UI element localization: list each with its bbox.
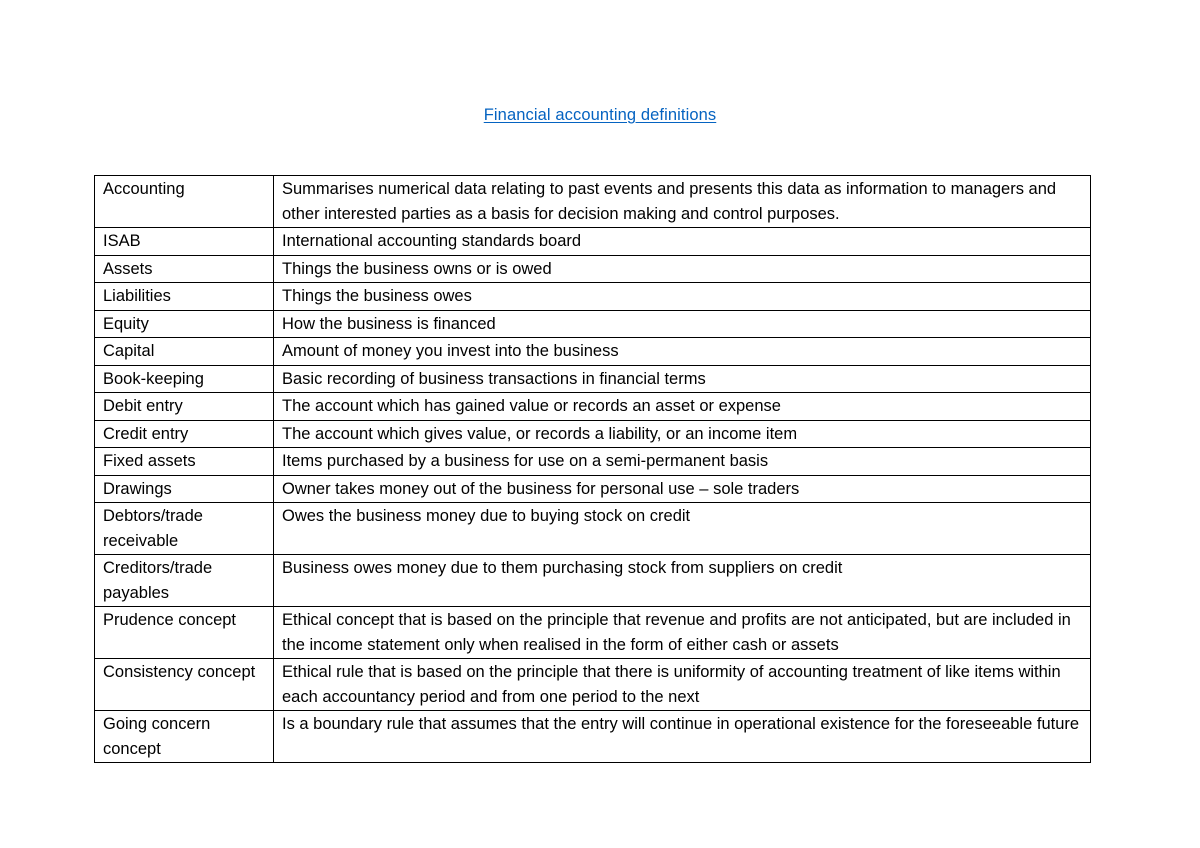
definition-cell: Basic recording of business transactions in financial terms [274, 365, 1091, 393]
table-row [95, 176, 1091, 228]
table-row [95, 338, 1091, 366]
term-cell: ISAB [95, 228, 274, 256]
definition-cell: International accounting standards board [274, 228, 1091, 256]
term-cell: Debit entry [95, 393, 274, 421]
table-row [95, 228, 1091, 256]
definition-cell: Summarises numerical data relating to past events and presents this data as information to managers and other interested parties as a basis for decision making and control purposes. [274, 176, 1091, 228]
table-row [95, 448, 1091, 476]
definition-cell: The account which gives value, or records a liability, or an income item [274, 420, 1091, 448]
term-cell: Book-keeping [95, 365, 274, 393]
term-cell: Accounting [95, 176, 274, 228]
table-row [95, 711, 1091, 763]
term-cell: Capital [95, 338, 274, 366]
term-cell: Going concern concept [95, 711, 274, 763]
term-cell: Fixed assets [95, 448, 274, 476]
term-cell: Prudence concept [95, 607, 274, 659]
term-cell: Debtors/trade receivable [95, 503, 274, 555]
table-row [95, 420, 1091, 448]
term-cell: Credit entry [95, 420, 274, 448]
document-title: Financial accounting definitions [483, 106, 717, 124]
term-cell: Assets [95, 255, 274, 283]
table-row [95, 365, 1091, 393]
term-cell: Consistency concept [95, 659, 274, 711]
table-row [95, 503, 1091, 555]
term-cell: Drawings [95, 475, 274, 503]
definition-cell: Business owes money due to them purchasing stock from suppliers on credit [274, 555, 1091, 607]
table-row [95, 659, 1091, 711]
table-row [95, 607, 1091, 659]
definition-cell: Ethical rule that is based on the principle that there is uniformity of accounting treatment of like items within each accountancy period and from one period to the next [274, 659, 1091, 711]
definition-cell: Items purchased by a business for use on a semi-permanent basis [274, 448, 1091, 476]
definitions-table [94, 175, 1091, 763]
definition-cell: The account which has gained value or records an asset or expense [274, 393, 1091, 421]
definition-cell: Owes the business money due to buying stock on credit [274, 503, 1091, 555]
table-row [95, 393, 1091, 421]
table-row [95, 283, 1091, 311]
term-cell: Liabilities [95, 283, 274, 311]
table-row [95, 555, 1091, 607]
definition-cell: Things the business owns or is owed [274, 255, 1091, 283]
term-cell: Creditors/trade payables [95, 555, 274, 607]
definition-cell: How the business is financed [274, 310, 1091, 338]
table-row [95, 255, 1091, 283]
definition-cell: Amount of money you invest into the business [274, 338, 1091, 366]
definition-cell: Owner takes money out of the business for personal use – sole traders [274, 475, 1091, 503]
definition-cell: Ethical concept that is based on the principle that revenue and profits are not anticipated, but are included in the income statement only when realised in the form of either cash or assets [274, 607, 1091, 659]
definition-cell: Is a boundary rule that assumes that the entry will continue in operational existence for the foreseeable future [274, 711, 1091, 763]
table-row [95, 475, 1091, 503]
term-cell: Equity [95, 310, 274, 338]
table-row [95, 310, 1091, 338]
definition-cell: Things the business owes [274, 283, 1091, 311]
